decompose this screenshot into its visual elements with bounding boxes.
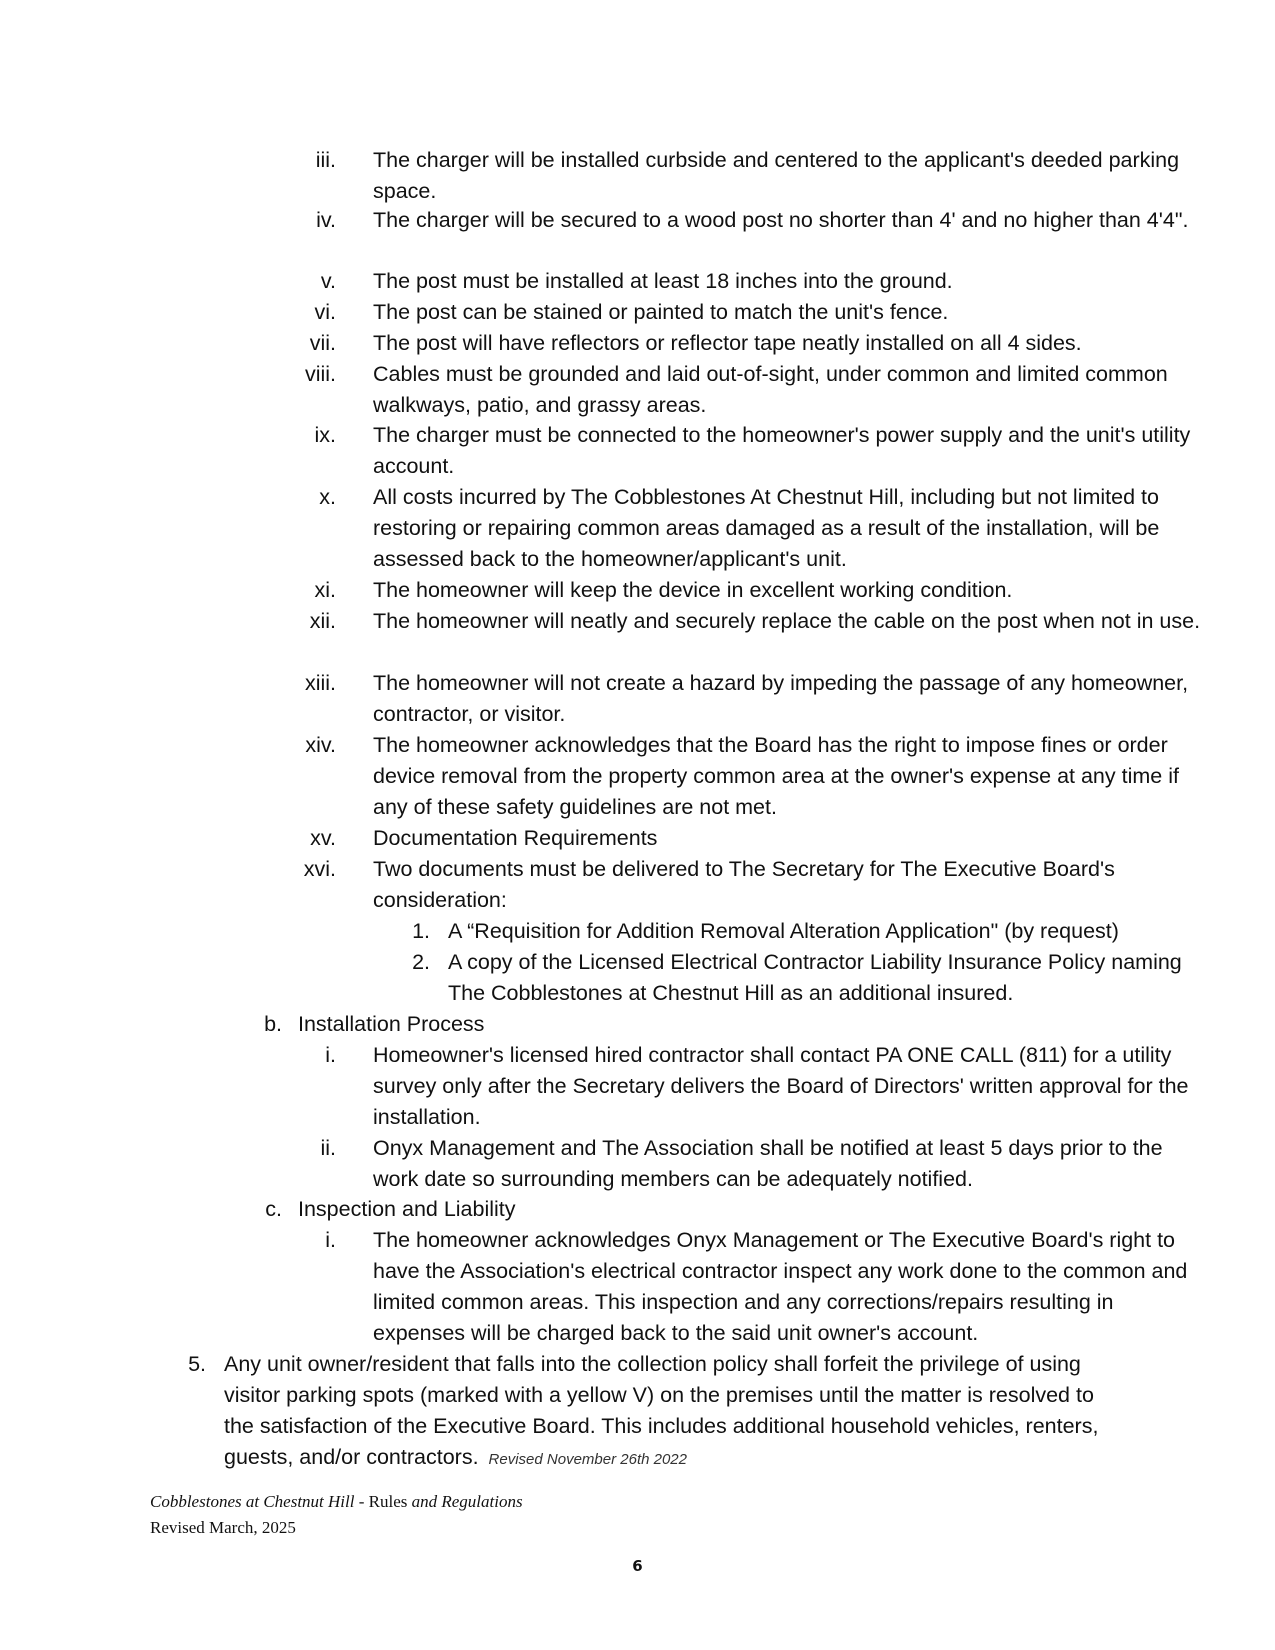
doc-marker: 1. bbox=[412, 919, 430, 943]
list-marker: xi. bbox=[314, 578, 336, 602]
list-marker: xii. bbox=[309, 609, 336, 633]
list-item: Homeowner's licensed hired contractor shall contact PA ONE CALL (811) for a utility survey only after the Secretary delivers the Board of Directors' written approval for the installation. bbox=[373, 1043, 1189, 1129]
list-marker: v. bbox=[320, 269, 336, 293]
footer-community: Cobblestones at Chestnut Hill bbox=[150, 1492, 355, 1511]
item-5-marker: 5. bbox=[188, 1352, 206, 1376]
list-item: Two documents must be delivered to The Secretary for The Executive Board's consideration: bbox=[373, 857, 1115, 912]
list-marker: vii. bbox=[309, 331, 336, 355]
list-marker: vi. bbox=[314, 300, 336, 324]
footer-rules: - Rules bbox=[354, 1492, 412, 1511]
page-number: 6 bbox=[632, 1557, 643, 1575]
section-c-title: Inspection and Liability bbox=[298, 1197, 516, 1221]
list-marker: iii. bbox=[315, 148, 336, 172]
item-5-text bbox=[224, 1349, 1124, 1475]
section-b-title: Installation Process bbox=[298, 1012, 485, 1036]
doc-marker: 2. bbox=[412, 950, 430, 974]
list-item: The homeowner will keep the device in excellent working condition. bbox=[373, 578, 1013, 602]
list-marker: ii. bbox=[320, 1136, 336, 1160]
revised-note: Revised November 26th 2022 bbox=[488, 1451, 687, 1468]
list-marker: i. bbox=[325, 1043, 336, 1067]
list-marker: x. bbox=[319, 485, 336, 509]
list-marker: iv. bbox=[316, 208, 336, 232]
footer-revised: Revised March, 2025 bbox=[150, 1518, 296, 1537]
list-item: The homeowner acknowledges Onyx Management or The Executive Board's right to have the Association's electrical contractor inspect any work done to the common and limited common areas. This inspection and any corrections/repairs resulting in expenses will be charged back to the said unit owner's account. bbox=[373, 1228, 1188, 1345]
item-5-body: Any unit owner/resident that falls into the collection policy shall forfeit the privilege of using visitor parking spots (marked with a yellow V) on the premises until the matter is resolved to the satisfaction of the Executive Board. This includes additional household vehicles, renters, guests, and/or contractors. bbox=[224, 1352, 1099, 1469]
section-b-marker: b. bbox=[264, 1012, 282, 1036]
list-item: All costs incurred by The Cobblestones At Chestnut Hill, including but not limited to restoring or repairing common areas damaged as a result of the installation, will be assessed back to the homeowner/applicant's unit. bbox=[373, 485, 1160, 571]
doc-item: A copy of the Licensed Electrical Contractor Liability Insurance Policy naming The Cobblestones at Chestnut Hill as an additional insured. bbox=[448, 950, 1182, 1005]
list-marker: xiv. bbox=[305, 733, 336, 757]
list-item: Cables must be grounded and laid out-of-sight, under common and limited common walkways, patio, and grassy areas. bbox=[373, 362, 1168, 417]
list-marker: viii. bbox=[304, 362, 336, 386]
list-item: The homeowner acknowledges that the Board has the right to impose fines or order device removal from the property common area at the owner's expense at any time if any of these safety guidelines are not met. bbox=[373, 733, 1179, 819]
list-item: The charger must be connected to the homeowner's power supply and the unit's utility account. bbox=[373, 423, 1191, 478]
list-item: The post must be installed at least 18 inches into the ground. bbox=[373, 269, 953, 293]
list-marker: i. bbox=[325, 1228, 336, 1252]
list-marker: ix. bbox=[314, 423, 336, 447]
section-c-marker: c. bbox=[265, 1197, 282, 1221]
list-item: Documentation Requirements bbox=[373, 826, 658, 850]
footer-regulations: and Regulations bbox=[411, 1492, 523, 1511]
list-item: The charger will be secured to a wood post no shorter than 4' and no higher than 4'4". bbox=[373, 208, 1189, 232]
list-item: The post can be stained or painted to match the unit's fence. bbox=[373, 300, 949, 324]
list-item: The charger will be installed curbside and centered to the applicant's deeded parking space. bbox=[373, 148, 1180, 203]
list-marker: xvi. bbox=[303, 857, 336, 881]
list-item: The homeowner will neatly and securely replace the cable on the post when not in use. bbox=[373, 609, 1201, 633]
list-marker: xv. bbox=[310, 826, 336, 850]
list-item: The post will have reflectors or reflector tape neatly installed on all 4 sides. bbox=[373, 331, 1082, 355]
list-item: Onyx Management and The Association shall be notified at least 5 days prior to the work date so surrounding members can be adequately notified. bbox=[373, 1136, 1163, 1191]
footer-line-1 bbox=[150, 1489, 523, 1515]
list-marker: xiii. bbox=[304, 671, 336, 695]
doc-item: A “Requisition for Addition Removal Alteration Application" (by request) bbox=[448, 919, 1119, 943]
list-item: The homeowner will not create a hazard by impeding the passage of any homeowner, contractor, or visitor. bbox=[373, 671, 1189, 726]
